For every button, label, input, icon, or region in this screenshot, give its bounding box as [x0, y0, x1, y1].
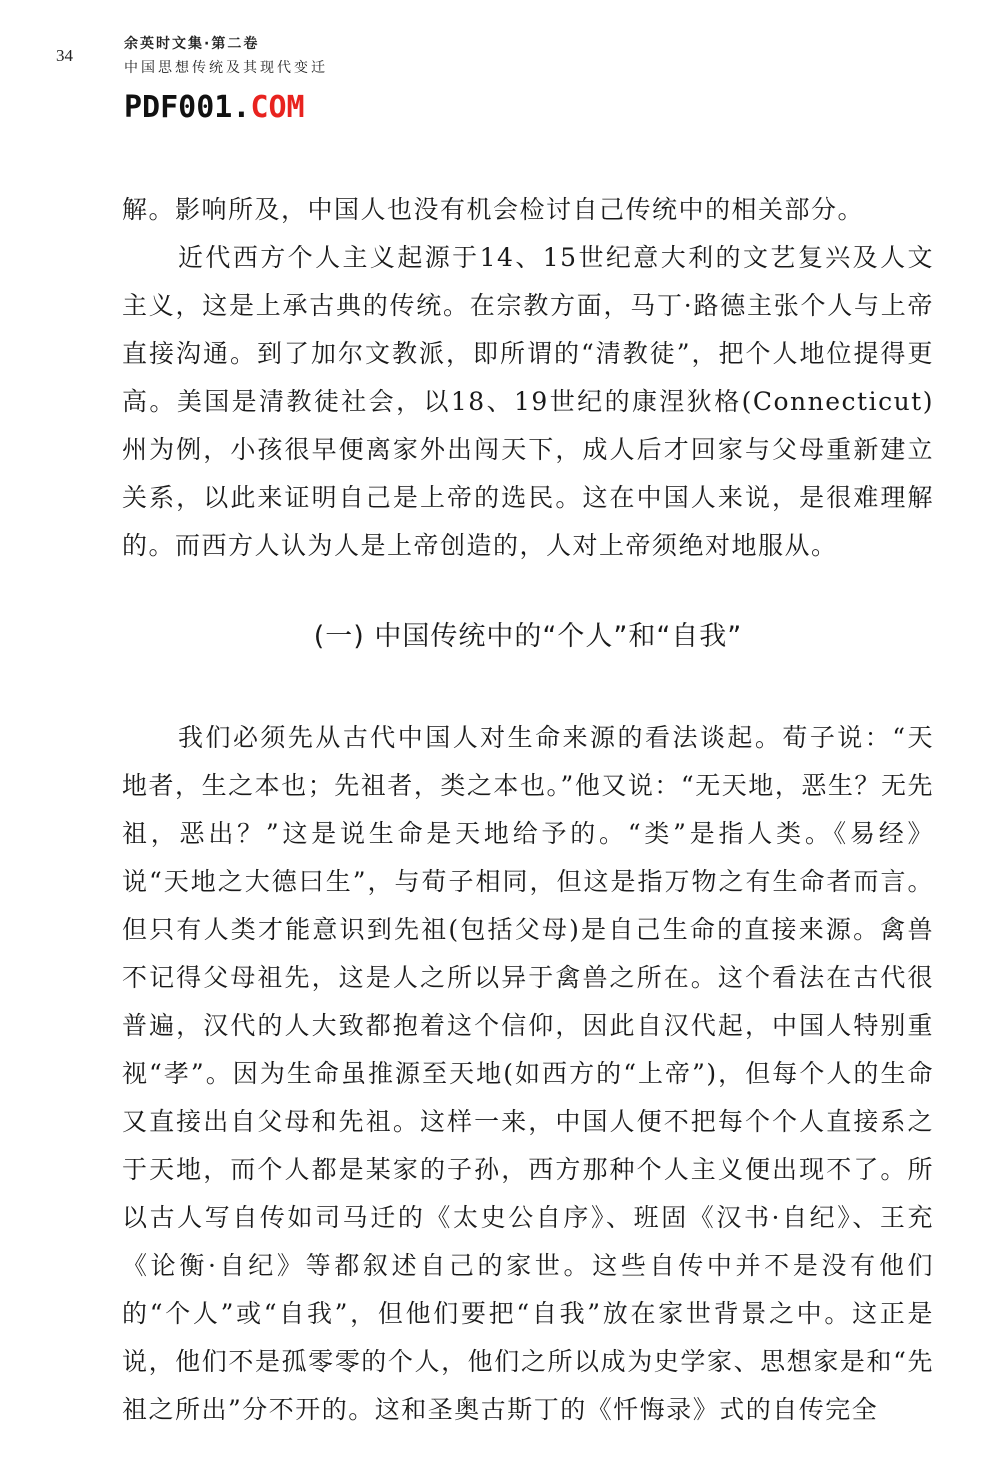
section-heading: (一) 中国传统中的“个人”和“自我”	[313, 621, 743, 652]
watermark-logo	[124, 90, 305, 125]
page-number: 34	[56, 46, 73, 65]
book-title: 中国思想传统及其现代变迁	[124, 60, 328, 76]
text-block-bottom	[122, 714, 934, 1434]
paragraph-individualism-west: 近代西方个人主义起源于14、15世纪意大利的文艺复兴及人文主义，这是上承古典的传统。在宗教方面，马丁·路德主张个人与上帝直接沟通。到了加尔文教派，即所谓的“清教徒”，把个人地位提得更高。美国是清教徒社会，以18、19世纪的康涅狄格(Connecticut)州为例，小孩很早便离家外出闯天下，成人后才回家与父母重新建立关系，以此来证明自己是上帝的选民。这在中国人来说，是很难理解的。而西方人认为人是上帝创造的，人对上帝须绝对地服从。	[122, 243, 934, 560]
text-block-top	[122, 186, 934, 570]
watermark-main: PDF001.	[124, 90, 251, 125]
paragraph-origin-of-life: 我们必须先从古代中国人对生命来源的看法谈起。荀子说：“天地者，生之本也；先祖者，类之本也。”他又说：“无天地，恶生？无先祖，恶出？”这是说生命是天地给予的。“类”是指人类。《易经》说“天地之大德曰生”，与荀子相同，但这是指万物之有生命者而言。但只有人类才能意识到先祖(包括父母)是自己生命的直接来源。禽兽不记得父母祖先，这是人之所以异于禽兽之所在。这个看法在古代很普遍，汉代的人大致都抱着这个信仰，因此自汉代起，中国人特别重视“孝”。因为生命虽推源至天地(如西方的“上帝”)，但每个人的生命又直接出自父母和先祖。这样一来，中国人便不把每个个人直接系之于天地，而个人都是某家的子孙，西方那种个人主义便出现不了。所以古人写自传如司马迁的《太史公自序》、班固《汉书·自纪》、王充《论衡·自纪》等都叙述自己的家世。这些自传中并不是没有他们的“个人”或“自我”，但他们要把“自我”放在家世背景之中。这正是说，他们不是孤零零的个人，他们之所以成为史学家、思想家是和“先祖之所出”分不开的。这和圣奥古斯丁的《忏悔录》式的自传完全	[122, 723, 934, 1424]
paragraph-continuation: 解。影响所及，中国人也没有机会检讨自己传统中的相关部分。	[122, 195, 865, 224]
watermark-accent: COM	[250, 90, 305, 125]
series-title: 余英时文集·第二卷	[124, 36, 260, 52]
running-header	[124, 32, 328, 80]
